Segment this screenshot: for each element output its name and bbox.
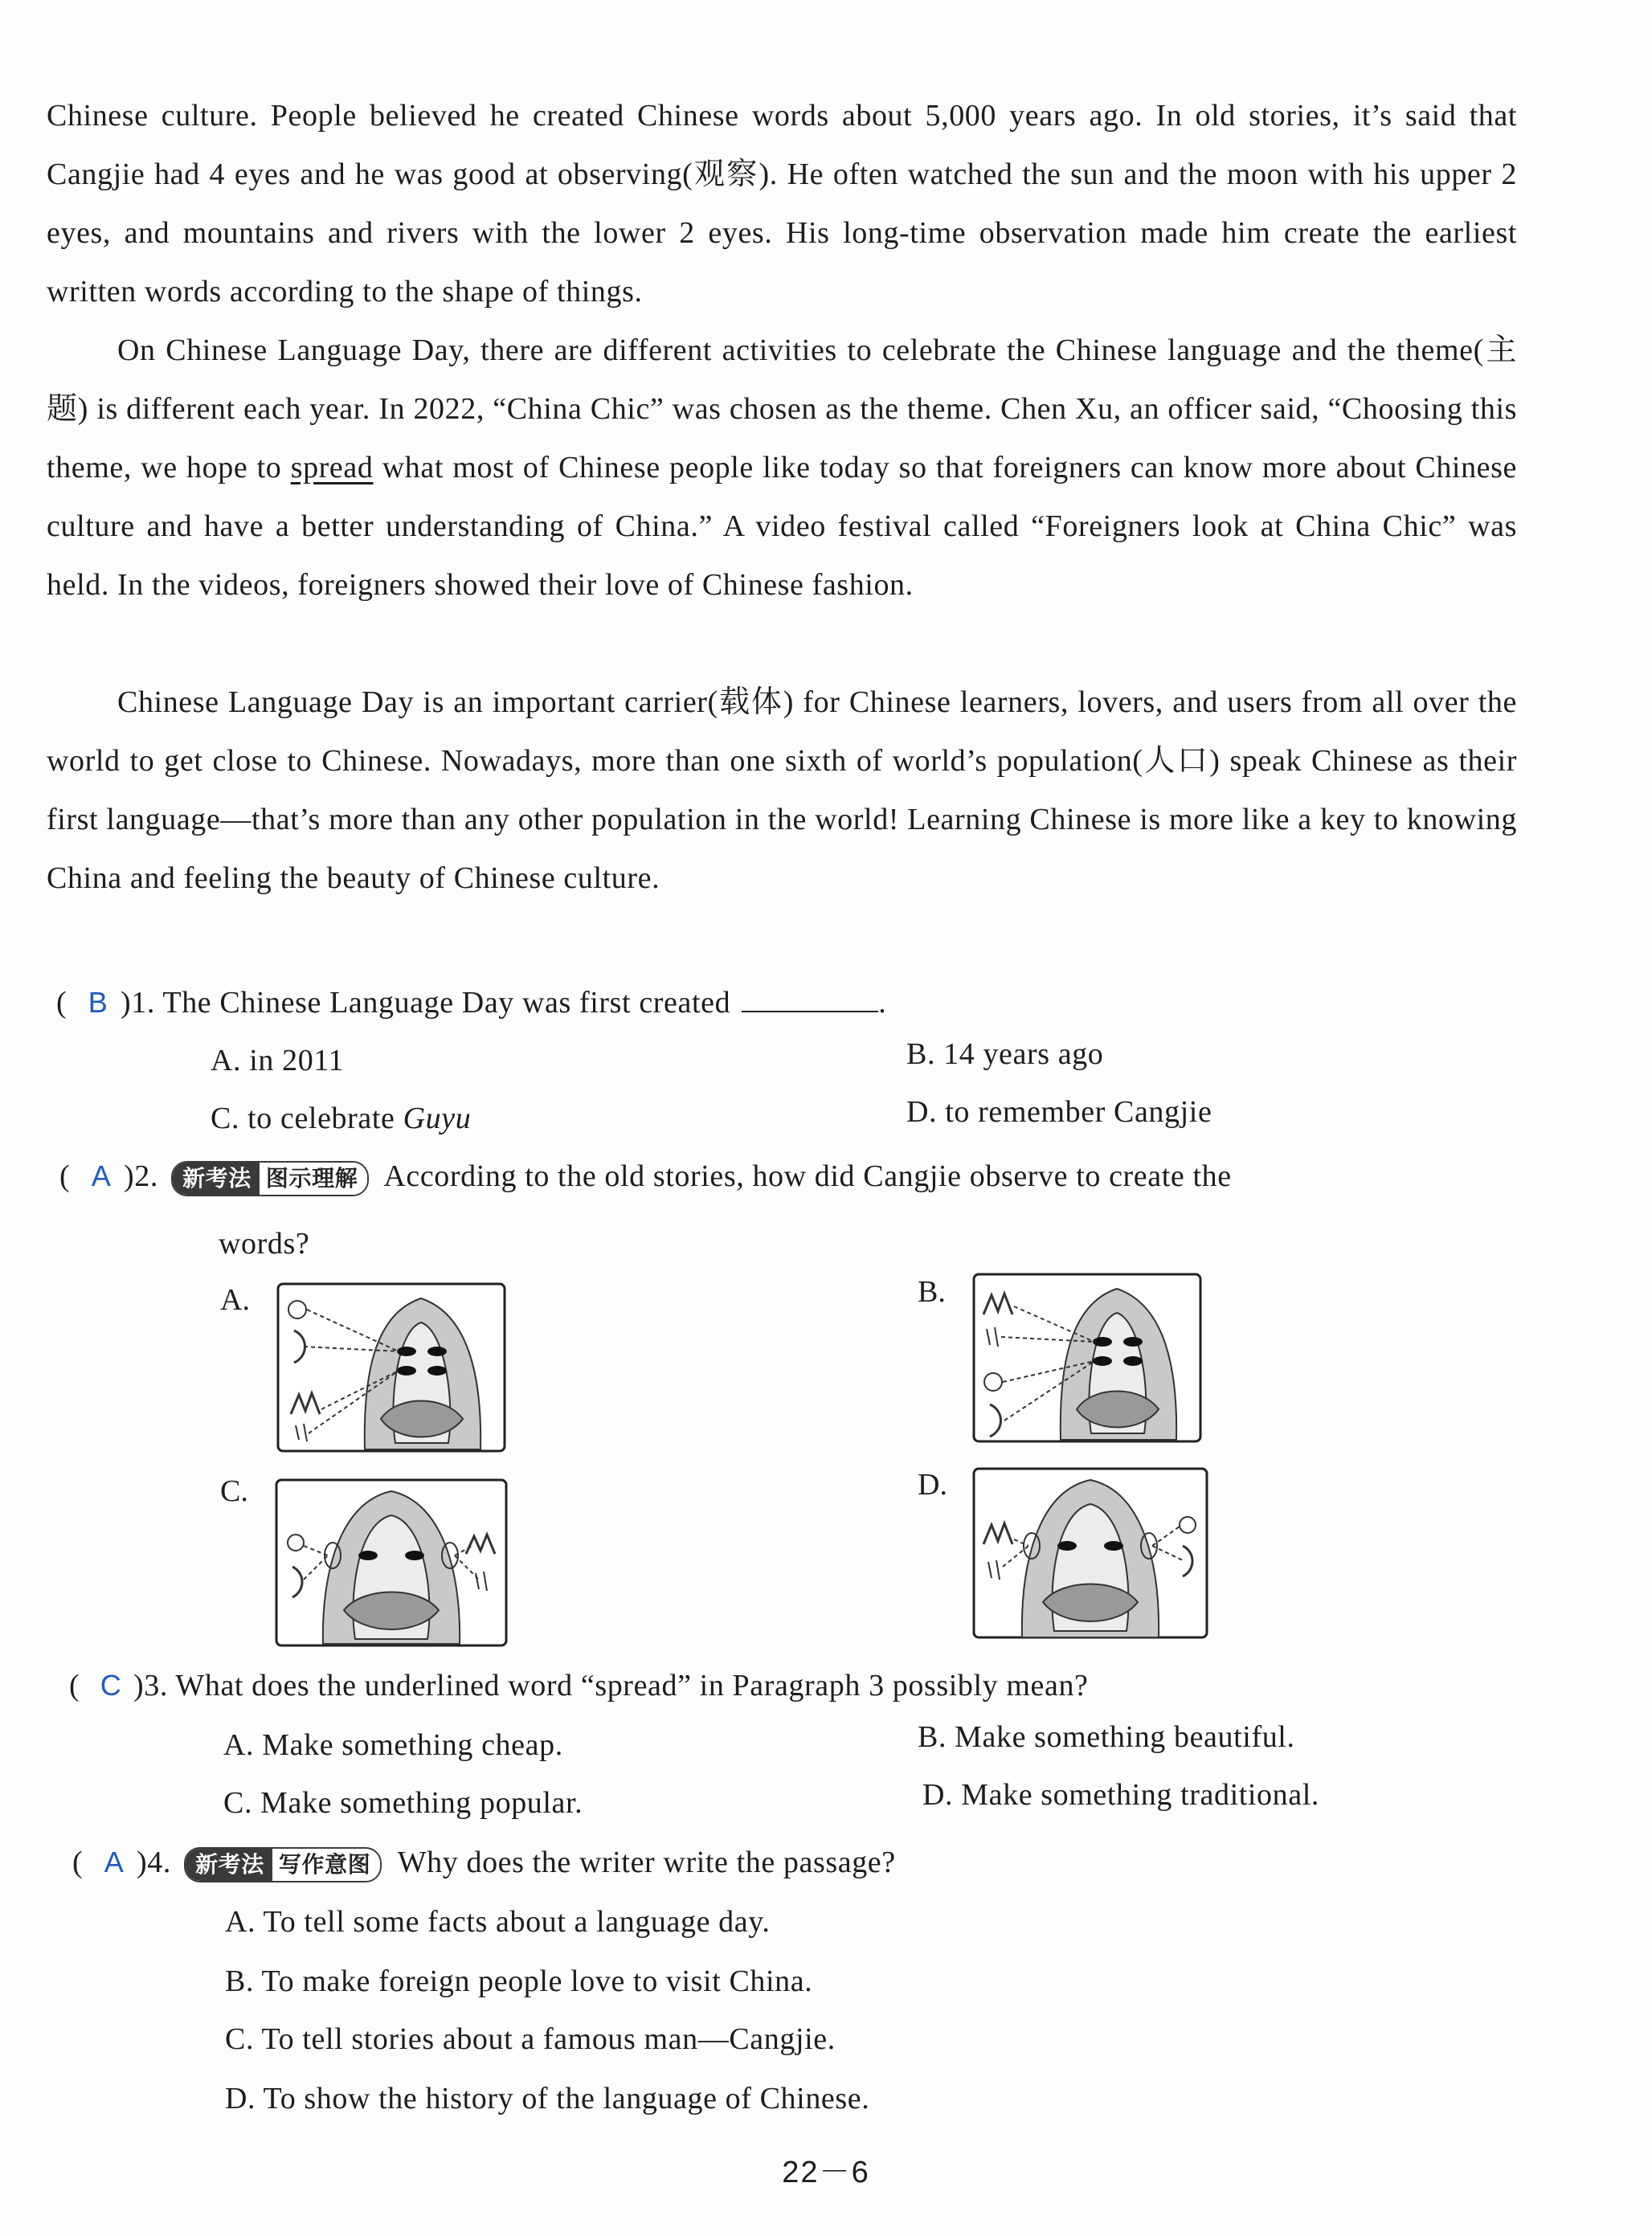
q1-option-d: D. to remember Cangjie <box>906 1095 1212 1129</box>
answer-q3: C <box>100 1669 122 1702</box>
answer-q2: A <box>91 1159 112 1192</box>
page-number: 22－6 <box>782 2156 870 2189</box>
question-stem: Why does the writer write the passage? <box>397 1846 896 1879</box>
passage-paragraph-3: Chinese Language Day is an important carrier(载体) for Chinese learners, lovers, and users from all over the world to get close to Chinese. Nowadays, more than one sixth of world’s population(人口) speak Chinese as their first language—that’s more than any other population in the world! Learning Chinese is more like a key to knowing China and feeling the beauty of Chinese culture. <box>47 685 1517 895</box>
underlined-word-spread: spread <box>290 451 374 484</box>
question-2: ( A )2. 新考法 图示理解 According to the old stories, how did Cangjie observe to create the <box>59 1152 1232 1200</box>
image-option-a-label: A. <box>220 1283 250 1317</box>
new-exam-tag: 新考法 图示理解 <box>171 1161 369 1196</box>
question-4: ( A )4. 新考法 写作意图 Why does the writer write the passage? <box>72 1838 896 1886</box>
answer-q1: B <box>88 986 108 1019</box>
question-3: ( C )3. What does the underlined word “spread” in Paragraph 3 possibly mean? <box>69 1662 1089 1710</box>
question-stem: The Chinese Language Day was first created <box>162 986 731 1020</box>
q3-option-a: A. Make something cheap. <box>223 1728 563 1762</box>
image-option-d-label: D. <box>918 1468 947 1502</box>
cangjie-picture-a <box>276 1282 506 1453</box>
q3-option-d: D. Make something traditional. <box>922 1778 1319 1812</box>
q1-option-c: C. to celebrate Guyu <box>211 1102 472 1135</box>
q4-option-c: C. To tell stories about a famous man—Cangjie. <box>225 2022 836 2056</box>
passage-paragraph-2: On Chinese Language Day, there are different activities to celebrate the Chinese language and the theme(主题) is different each year. In 2022, “China Chic” was chosen as the theme. Chen Xu, an officer said, “Choosing this theme, we hope to spread what most of Chinese people like today so that foreigners can know more about Chinese culture and have a better understanding of China.” A video festival called “Foreigners look at China Chic” was held. In the videos, foreigners showed their love of Chinese fashion. <box>47 333 1517 602</box>
q3-option-c: C. Make something popular. <box>223 1786 583 1820</box>
q4-option-b: B. To make foreign people love to visit China. <box>225 1964 813 1998</box>
cangjie-picture-c <box>275 1478 508 1647</box>
passage-paragraph-1: Chinese culture. People believed he created Chinese words about 5,000 years ago. In old stories, it’s said that Cangjie had 4 eyes and he was good at observing(观察). He often watched the sun and the moon with his upper 2 eyes, and mountains and rivers with the lower 2 eyes. His long-time observation made him create the earliest written words according to the shape of things. <box>47 99 1517 309</box>
q1-option-a: A. in 2011 <box>211 1044 345 1077</box>
question-number: 1. <box>131 986 155 1020</box>
question-2-stem-continued: words? <box>219 1227 310 1261</box>
answer-q4: A <box>104 1846 125 1878</box>
question-stem: What does the underlined word “spread” in Paragraph 3 possibly mean? <box>175 1669 1089 1703</box>
image-option-c-label: C. <box>220 1474 248 1508</box>
image-option-b-label: B. <box>918 1275 946 1309</box>
cangjie-picture-d <box>972 1467 1208 1639</box>
answer-blank <box>742 983 878 1012</box>
q4-option-d: D. To show the history of the language of Chinese. <box>225 2082 870 2115</box>
q4-option-a: A. To tell some facts about a language day. <box>225 1905 771 1939</box>
cangjie-picture-b <box>972 1273 1202 1443</box>
q1-option-b: B. 14 years ago <box>906 1037 1104 1071</box>
q3-option-b: B. Make something beautiful. <box>918 1720 1295 1754</box>
new-exam-tag: 新考法 写作意图 <box>184 1847 382 1882</box>
question-1: ( B )1. The Chinese Language Day was first created . <box>56 979 886 1027</box>
